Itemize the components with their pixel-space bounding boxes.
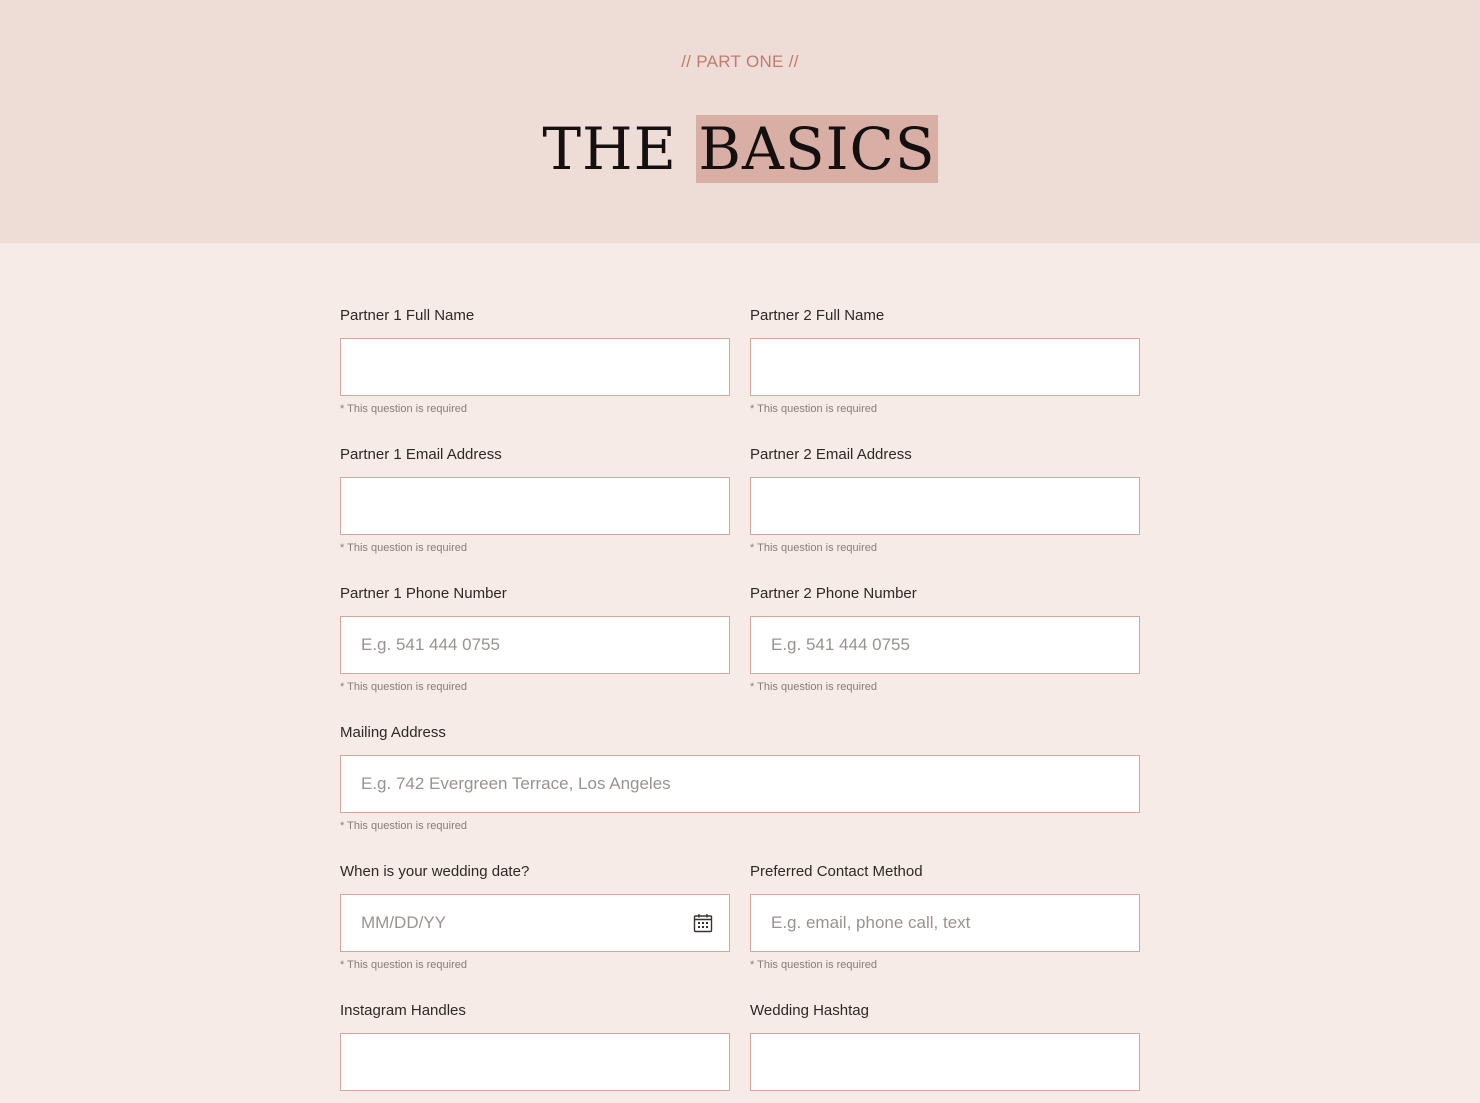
page-title-plain: THE xyxy=(542,115,677,183)
field-label: Preferred Contact Method xyxy=(750,863,923,880)
required-hint: * This question is required xyxy=(340,403,467,415)
page-title-highlight: BASICS xyxy=(698,115,936,183)
field-label: Partner 1 Email Address xyxy=(340,446,502,463)
field-label: Partner 2 Full Name xyxy=(750,307,885,324)
partner1-name-input[interactable] xyxy=(340,338,730,396)
calendar-icon[interactable] xyxy=(693,913,713,933)
required-hint: * This question is required xyxy=(340,681,467,693)
section-eyebrow: // PART ONE // xyxy=(681,52,799,71)
partner1-phone-input[interactable]: E.g. 541 444 0755 xyxy=(340,616,730,674)
field-partner2-name xyxy=(750,307,1140,415)
required-hint: * This question is required xyxy=(340,820,467,832)
field-label: Mailing Address xyxy=(340,724,446,741)
field-mailing-address xyxy=(340,724,1140,832)
field-instagram xyxy=(340,1002,730,1020)
field-label: Partner 2 Email Address xyxy=(750,446,912,463)
field-label: Wedding Hashtag xyxy=(750,1002,869,1019)
partner2-phone-input[interactable]: E.g. 541 444 0755 xyxy=(750,616,1140,674)
field-label: When is your wedding date? xyxy=(340,863,530,880)
wedding-date-input[interactable] xyxy=(340,894,730,952)
header-banner xyxy=(0,0,1480,243)
field-contact-method xyxy=(750,863,1140,971)
contact-method-input[interactable]: E.g. email, phone call, text xyxy=(750,894,1140,952)
field-partner2-email xyxy=(750,446,1140,554)
mailing-address-input[interactable]: E.g. 742 Evergreen Terrace, Los Angeles xyxy=(340,755,1140,813)
field-label: Partner 2 Phone Number xyxy=(750,585,917,602)
field-hashtag xyxy=(750,1002,1140,1020)
page-title xyxy=(0,112,1480,187)
field-label: Instagram Handles xyxy=(340,1002,466,1019)
required-hint: * This question is required xyxy=(750,403,877,415)
wedding-date-placeholder: MM/DD/YY xyxy=(361,913,446,932)
field-partner1-phone xyxy=(340,585,730,693)
field-label: Partner 1 Phone Number xyxy=(340,585,507,602)
field-partner1-email xyxy=(340,446,730,554)
required-hint: * This question is required xyxy=(340,542,467,554)
partner2-email-input[interactable] xyxy=(750,477,1140,535)
partner2-name-input[interactable] xyxy=(750,338,1140,396)
hashtag-input[interactable] xyxy=(750,1033,1140,1091)
required-hint: * This question is required xyxy=(340,959,467,971)
required-hint: * This question is required xyxy=(750,542,877,554)
required-hint: * This question is required xyxy=(750,959,877,971)
field-partner2-phone xyxy=(750,585,1140,693)
field-wedding-date xyxy=(340,863,730,971)
required-hint: * This question is required xyxy=(750,681,877,693)
instagram-input[interactable] xyxy=(340,1033,730,1091)
field-partner1-name xyxy=(340,307,730,415)
partner1-email-input[interactable] xyxy=(340,477,730,535)
field-label: Partner 1 Full Name xyxy=(340,307,475,324)
